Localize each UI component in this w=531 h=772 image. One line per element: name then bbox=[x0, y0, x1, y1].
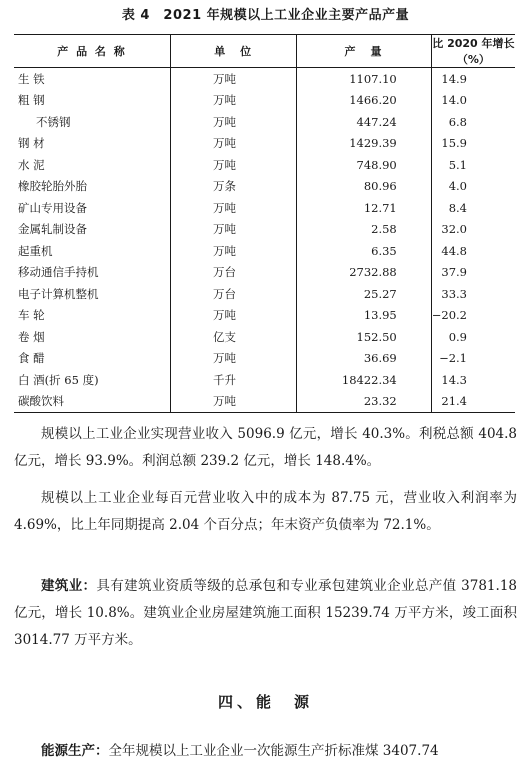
table-title: 表 4 2021 年规模以上工业企业主要产品产量 bbox=[121, 8, 410, 23]
cell-unit: 万吨 bbox=[171, 391, 297, 413]
cell-product-name: 移动通信手持机 bbox=[18, 265, 99, 280]
cell-product-name: 碳酸饮料 bbox=[14, 391, 171, 413]
table-row bbox=[14, 391, 515, 413]
section-heading: 四、能 源 bbox=[217, 693, 313, 711]
cell-output: 1429.39 bbox=[297, 133, 431, 155]
cell-unit: 亿支 bbox=[171, 326, 297, 348]
header-growth: 比 2020 年增长（%） bbox=[431, 35, 515, 68]
cell-growth: 44.8 bbox=[431, 240, 515, 262]
cell-growth: 15.9 bbox=[431, 133, 515, 155]
cell-output: 748.90 bbox=[297, 154, 431, 176]
cell-unit: 万吨 bbox=[171, 68, 297, 90]
revenue-paragraph: 规模以上工业企业实现营业收入 5096.9 亿元，增长 40.3%。利税总额 404.8 亿元，增长 93.9%。利润总额 239.2 亿元，增长 148.4%。 bbox=[14, 426, 517, 469]
table-row bbox=[14, 90, 515, 112]
cell-growth: 32.0 bbox=[431, 219, 515, 241]
cell-growth: 14.3 bbox=[431, 369, 515, 391]
cell-output: 1107.10 bbox=[297, 68, 431, 90]
cell-output: 1466.20 bbox=[297, 90, 431, 112]
table-row bbox=[14, 154, 515, 176]
cell-output: 13.95 bbox=[297, 305, 431, 327]
cell-product-name: 起重机 bbox=[18, 243, 53, 258]
header-product-name: 产 品 名 称 bbox=[14, 35, 171, 68]
cell-output: 18422.34 bbox=[297, 369, 431, 391]
table-row bbox=[14, 176, 515, 198]
cell-product-name: 矿山专用设备 bbox=[18, 200, 87, 215]
cell-output: 152.50 bbox=[297, 326, 431, 348]
header-unit: 单 位 bbox=[171, 35, 297, 68]
cell-unit: 万吨 bbox=[171, 154, 297, 176]
cell-unit: 千升 bbox=[171, 369, 297, 391]
cell-unit: 万吨 bbox=[171, 240, 297, 262]
cell-output: 12.71 bbox=[297, 197, 431, 219]
cell-unit: 万吨 bbox=[171, 305, 297, 327]
cell-growth: 0.9 bbox=[431, 326, 515, 348]
cell-product-name: 白 酒(折 65 度) bbox=[18, 372, 99, 387]
cost-paragraph: 规模以上工业企业每百元营业收入中的成本为 87.75 元，营业收入利润率为 4.69%，比上年同期提高 2.04 个百分点；年末资产负债率为 72.1%。 bbox=[14, 490, 517, 533]
cell-unit: 万吨 bbox=[171, 348, 297, 370]
cell-growth: 14.9 bbox=[431, 68, 515, 90]
construction-text: 具有建筑业资质等级的总承包和专业承包建筑业企业总产值 3781.18 亿元，增长 10.8%。建筑业企业房屋建筑施工面积 15239.74 万平方米，竣工面积 3014.77 万平方米。 bbox=[14, 578, 517, 648]
cell-output: 23.32 bbox=[297, 391, 431, 413]
table-header-row bbox=[14, 35, 515, 68]
table-row bbox=[14, 240, 515, 262]
cell-unit: 万条 bbox=[171, 176, 297, 198]
cell-growth: 4.0 bbox=[431, 176, 515, 198]
cell-growth: 8.4 bbox=[431, 197, 515, 219]
table-row bbox=[14, 111, 515, 133]
construction-paragraph bbox=[14, 573, 517, 654]
cell-unit: 万吨 bbox=[171, 219, 297, 241]
cell-growth: −2.1 bbox=[431, 348, 515, 370]
cell-product-name: 卷 烟 bbox=[18, 329, 45, 344]
table-row bbox=[14, 197, 515, 219]
header-output: 产 量 bbox=[297, 35, 431, 68]
table-row bbox=[14, 262, 515, 284]
cell-unit: 万吨 bbox=[171, 133, 297, 155]
cell-unit: 万台 bbox=[171, 262, 297, 284]
table-row bbox=[14, 283, 515, 305]
energy-text: 全年规模以上工业企业一次能源生产折标准煤 3407.74 bbox=[108, 743, 439, 759]
cell-growth: −20.2 bbox=[431, 305, 515, 327]
cell-product-name: 生 铁 bbox=[18, 71, 45, 86]
table-row bbox=[14, 219, 515, 241]
cell-unit: 万吨 bbox=[171, 197, 297, 219]
table-row bbox=[14, 326, 515, 348]
cell-product-name: 钢 材 bbox=[18, 136, 45, 151]
cell-growth: 37.9 bbox=[431, 262, 515, 284]
cell-product-name: 金属轧制设备 bbox=[18, 222, 87, 237]
cell-output: 36.69 bbox=[297, 348, 431, 370]
cell-product-name: 橡胶轮胎外胎 bbox=[18, 179, 87, 194]
cell-unit: 万吨 bbox=[171, 111, 297, 133]
energy-label: 能源生产： bbox=[41, 743, 109, 759]
cell-product-name: 水 泥 bbox=[18, 157, 45, 172]
cell-output: 2.58 bbox=[297, 219, 431, 241]
cell-output: 2732.88 bbox=[297, 262, 431, 284]
cell-growth: 5.1 bbox=[431, 154, 515, 176]
cell-growth: 21.4 bbox=[431, 391, 515, 413]
table-row bbox=[14, 305, 515, 327]
cell-output: 25.27 bbox=[297, 283, 431, 305]
construction-label: 建筑业： bbox=[41, 578, 97, 594]
cell-growth: 14.0 bbox=[431, 90, 515, 112]
cell-product-name: 不锈钢 bbox=[36, 114, 71, 129]
cell-product-name: 食 醋 bbox=[18, 351, 45, 366]
cell-product-name: 车 轮 bbox=[18, 308, 45, 323]
cell-product-name: 电子计算机整机 bbox=[18, 286, 99, 301]
table-row bbox=[14, 369, 515, 391]
cell-product-name: 粗 钢 bbox=[18, 93, 45, 108]
energy-paragraph bbox=[14, 738, 517, 765]
table-row bbox=[14, 133, 515, 155]
table-row bbox=[14, 348, 515, 370]
cell-unit: 万吨 bbox=[171, 90, 297, 112]
cell-growth: 33.3 bbox=[431, 283, 515, 305]
cell-output: 447.24 bbox=[297, 111, 431, 133]
cell-output: 80.96 bbox=[297, 176, 431, 198]
cell-output: 6.35 bbox=[297, 240, 431, 262]
product-output-table bbox=[14, 34, 515, 413]
cell-unit: 万台 bbox=[171, 283, 297, 305]
cell-growth: 6.8 bbox=[431, 111, 515, 133]
table-row bbox=[14, 68, 515, 90]
